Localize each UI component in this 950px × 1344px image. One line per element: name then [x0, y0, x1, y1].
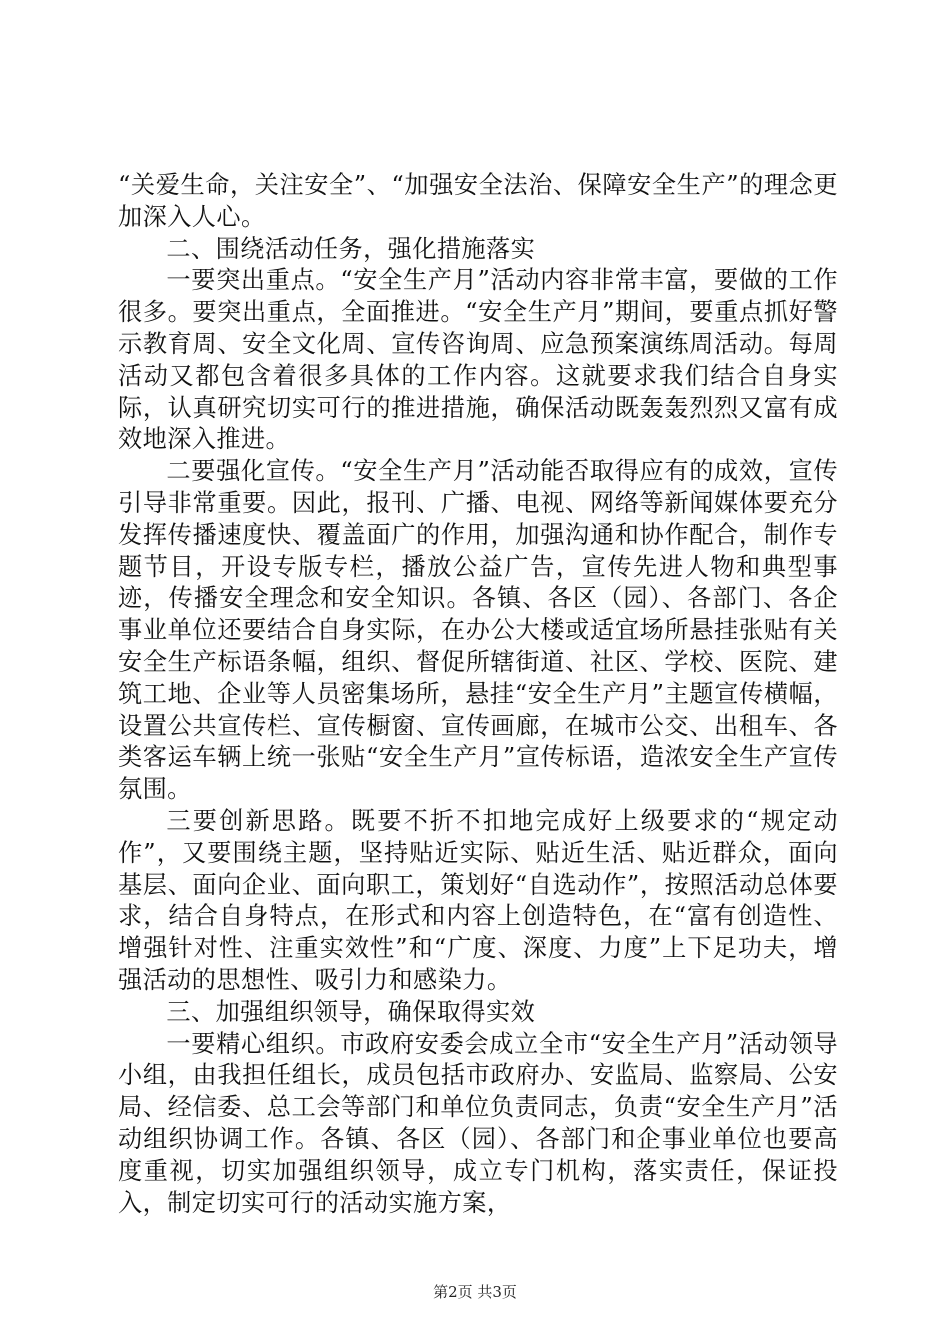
section-heading-2: 二、围绕活动任务，强化措施落实	[166, 234, 536, 263]
paragraph-organization: 一要精心组织。市政府安委会成立全市“安全生产月”活动领导小组，由我担任组长，成员包括市政府办、安监局、监察局、公安局、经信委、总工会等部门和单位负责同志，负责“安全生产月”活动组织协调工作。各镇、各区（园）、各部门和企事业单位也要高度重视，切实加强组织领导，成立专门机构，落实责任，保证投入，制定切实可行的活动实施方案，	[118, 1029, 838, 1217]
paragraph-focus: 一要突出重点。“安全生产月”活动内容非常丰富，要做的工作很多。要突出重点，全面推进。“安全生产月”期间，要重点抓好警示教育周、安全文化周、宣传咨询周、应急预案演练周活动。每周活动又都包含着很多具体的工作内容。这就要求我们结合自身实际，认真研究切实可行的推进措施，确保活动既轰轰烈烈又富有成效地深入推进。	[118, 266, 838, 454]
paragraph-1: “关爱生命，关注安全”、“加强安全法治、保障安全生产”的理念更加深入人心。	[118, 171, 838, 231]
section-heading-3: 三、加强组织领导，确保取得实效	[166, 997, 536, 1026]
paragraph-innovation: 三要创新思路。既要不折不扣地完成好上级要求的“规定动作”，又要围绕主题，坚持贴近实际、贴近生活、贴近群众，面向基层、面向企业、面向职工，策划好“自选动作”，按照活动总体要求，结合自身特点，在形式和内容上创造特色，在“富有创造性、增强针对性、注重实效性”和“广度、深度、力度”上下足功夫，增强活动的思想性、吸引力和感染力。	[118, 806, 838, 994]
paragraph-publicity: 二要强化宣传。“安全生产月”活动能否取得应有的成效，宣传引导非常重要。因此，报刊、广播、电视、网络等新闻媒体要充分发挥传播速度快、覆盖面广的作用，加强沟通和协作配合，制作专题节目，开设专版专栏，播放公益广告，宣传先进人物和典型事迹，传播安全理念和安全知识。各镇、各区（园）、各部门、各企事业单位还要结合自身实际，在办公大楼或适宜场所悬挂张贴有关安全生产标语条幅，组织、督促所辖街道、社区、学校、医院、建筑工地、企业等人员密集场所，悬挂“安全生产月”主题宣传横幅，设置公共宣传栏、宣传橱窗、宣传画廊，在城市公交、出租车、各类客运车辆上统一张贴“安全生产月”宣传标语，造浓安全生产宣传氛围。	[118, 457, 838, 804]
page-number: 第2页 共3页	[433, 1283, 517, 1301]
body-text	[118, 170, 838, 1219]
